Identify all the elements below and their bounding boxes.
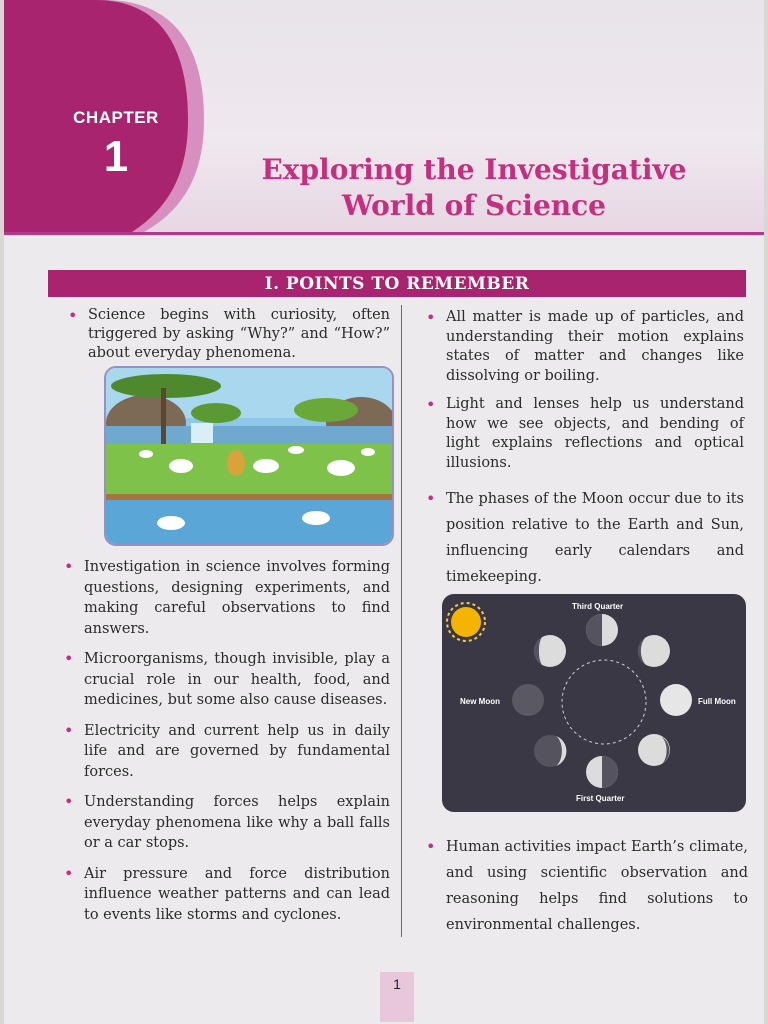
moon-phases-diagram <box>442 594 746 812</box>
chapter-label: CHAPTER <box>73 108 159 127</box>
list-item: • Air pressure and force distribution influence weather patterns and can lead to events like storms and cyclones. <box>84 864 390 926</box>
right-column-top <box>446 308 744 590</box>
full-moon-label: Full Moon <box>698 697 736 706</box>
third-quarter-label: Third Quarter <box>572 602 624 611</box>
section-heading: I. POINTS TO REMEMBER <box>48 270 746 297</box>
right-column-bottom <box>446 834 748 938</box>
textbook-page <box>4 0 764 1024</box>
chapter-title-line-2: World of Science <box>342 189 606 222</box>
chapter-title-line-1: Exploring the Investigative <box>261 153 687 186</box>
left-column-bottom <box>84 557 390 925</box>
chapter-number: 1 <box>103 132 129 181</box>
pond-scene-image <box>106 368 392 544</box>
list-item: • All matter is made up of particles, and understanding their motion explains states of matter and changes like dissolving or boiling. <box>446 308 744 386</box>
list-item: • Science begins with curiosity, often triggered by asking “Why?” and “How?” about everyday phenomena. <box>88 306 390 363</box>
list-item: • Human activities impact Earth’s climate, and using scientific observation and reasoning helps find solutions to environmental challenges. <box>446 834 748 938</box>
page-number: 1 <box>393 976 401 992</box>
header-divider <box>4 232 764 235</box>
list-item: • Microorganisms, though invisible, play a crucial role in our health, food, and medicines, but some also cause diseases. <box>84 649 390 711</box>
chapter-title <box>214 152 734 224</box>
list-item: • Light and lenses help us understand how we see objects, and bending of light explains reflections and optical illusions. <box>446 395 744 473</box>
new-moon-label: New Moon <box>460 697 500 706</box>
ducks-pond-illustration <box>104 366 394 546</box>
list-item: • Electricity and current help us in daily life and are governed by fundamental forces. <box>84 721 390 783</box>
list-item: • The phases of the Moon occur due to its position relative to the Earth and Sun, influencing early calendars and timekeeping. <box>446 486 744 590</box>
first-quarter-label: First Quarter <box>576 794 625 803</box>
list-item: • Investigation in science involves forming questions, designing experiments, and making careful observations to find answers. <box>84 557 390 639</box>
column-divider <box>401 305 402 937</box>
list-item: • Understanding forces helps explain everyday phenomena like why a ball falls or a car stops. <box>84 792 390 854</box>
left-column-top <box>88 306 390 363</box>
